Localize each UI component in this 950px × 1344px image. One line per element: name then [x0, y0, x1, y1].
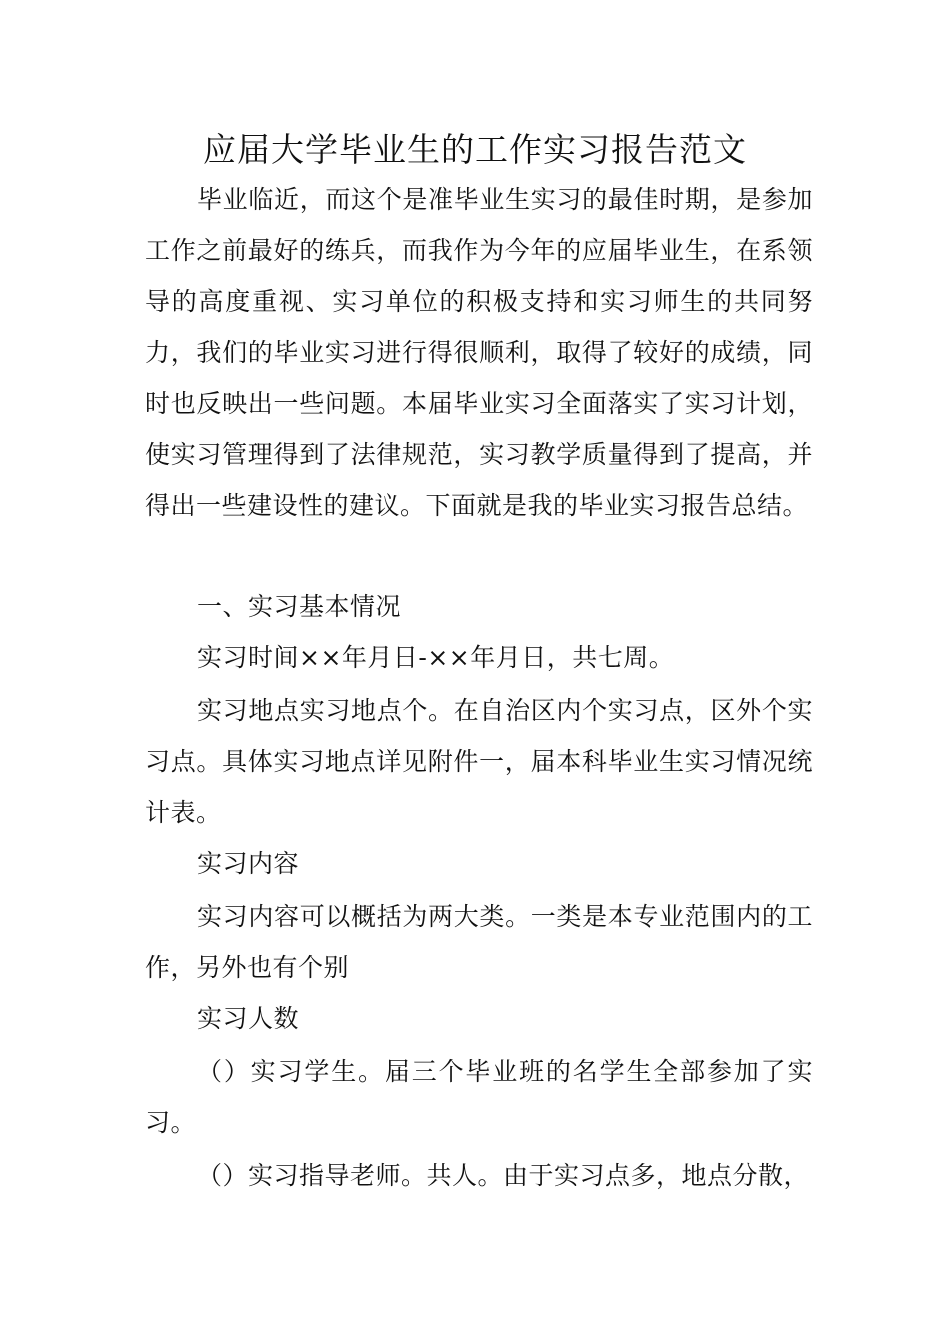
internship-location-paragraph: 实习地点实习地点个。在自治区内个实习点，区外个实习点。具体实习地点详见附件一，届本科毕业生实习情况统计表。: [145, 696, 813, 827]
subheading-internship-content: 实习内容: [197, 849, 300, 878]
document-title: 应届大学毕业生的工作实习报告范文: [203, 130, 747, 169]
paragraph-spacer: [145, 531, 813, 581]
subheading-internship-count: 实习人数: [197, 1004, 300, 1033]
internship-content-paragraph: 实习内容可以概括为两大类。一类是本专业范围内的工作，另外也有个别: [145, 902, 813, 982]
section-heading-basic-info: 一、实习基本情况: [197, 592, 402, 621]
internship-students-paragraph: （）实习学生。届三个毕业班的名学生全部参加了实习。: [145, 1057, 813, 1137]
document-body: [145, 174, 813, 1201]
internship-advisors-paragraph: （）实习指导老师。共人。由于实习点多，地点分散，: [197, 1161, 810, 1190]
internship-time-paragraph: 实习时间××年月日-××年月日，共七周。: [197, 643, 675, 672]
intro-paragraph: 毕业临近，而这个是准毕业生实习的最佳时期，是参加工作之前最好的练兵，而我作为今年的应届毕业生，在系领导的高度重视、实习单位的积极支持和实习师生的共同努力，我们的毕业实习进行得很顺利，取得了较好的成绩，同时也反映出一些问题。本届毕业实习全面落实了实习计划，使实习管理得到了法律规范，实习教学质量得到了提高，并得出一些建设性的建议。下面就是我的毕业实习报告总结。: [145, 185, 813, 520]
